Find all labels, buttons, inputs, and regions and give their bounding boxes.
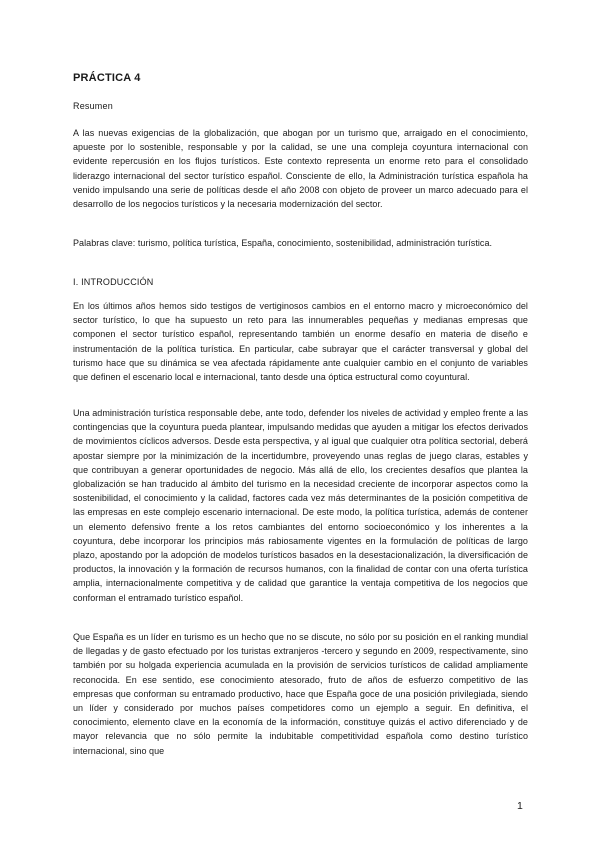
body-paragraph-1: En los últimos años hemos sido testigos de vertiginosos cambios en el entorno macro y microeconómico del sector turístico, lo que ha supuesto un reto para las innumerables pequeñas y medianas empresas que componen el sector turístico español, representando también un enorme desafío en materia de diseño e instrumentación de la política turística. En particular, cabe subrayar que el carácter transversal y global del turismo hace que su dinámica se vea afectada rápidamente ante cualquier cambio en el conjunto de variables que definen el escenario local e internacional, tanto desde una óptica estructural como coyuntural. <box>73 301 528 383</box>
page-number: 1 <box>517 800 523 812</box>
abstract-paragraph: A las nuevas exigencias de la globalización, que abogan por un turismo que, arraigado en el conocimiento, apueste por lo sostenible, responsable y por la calidad, se une una compleja coyuntura internacional con evidente repercusión en los flujos turísticos. Este contexto representa un enorme reto para el consolidado liderazgo internacional del sector turístico español. Consciente de ello, la Administración turística española ha venido impulsando una serie de políticas desde el año 2008 con objeto de proveer un marco adecuado para el desarrollo de los negocios turísticos y la necesaria modernización del sector. <box>73 128 528 210</box>
abstract-label: Resumen <box>73 101 113 111</box>
body-paragraph-2: Una administración turística responsable debe, ante todo, defender los niveles de actividad y empleo frente a las contingencias que la coyuntura pueda plantear, impulsando medidas que ayuden a mitigar los efectos derivados de movimientos cíclicos adversos. Desde esta perspectiva, y al igual que cualquier otra política sectorial, deberá apostar siempre por la minimización de la incertidumbre, proveyendo unas reglas de juego claras, estables y que contribuyan a generar oportunidades de negocio. Más allá de ello, los crecientes desafíos que plantea la globalización se han traducido al ámbito del turismo en la necesidad creciente de incorporar aspectos como la sostenibilidad, el conocimiento y la calidad, factores cada vez más determinantes de la posición competitiva de las empresas en este complejo escenario internacional. De este modo, la política turística, además de contener un elemento defensivo frente a los retos cambiantes del entorno socioeconómico y los inherentes a la coyuntura, debe incorporar los principios más rabiosamente vigentes en la formulación de políticas de largo plazo, apostando por la adopción de modelos turísticos basados en la desestacionalización, la diversificación de productos, la innovación y la formación de recursos humanos, con la finalidad de contar con una oferta turística amplia, internacionalmente competitiva y de calidad que garantice la ventaja competitiva de los negocios que conforman el entramado turístico español. <box>73 408 528 603</box>
body-paragraph-3: Que España es un líder en turismo es un hecho que no se discute, no sólo por su posición en el ranking mundial de llegadas y de gasto efectuado por los turistas extranjeros -tercero y segundo en 2009, respectivamente, sino también por su holgada experiencia acumulada en la provisión de servicios turísticos de calidad ampliamente reconocida. En ese sentido, ese conocimiento atesorado, fruto de años de esfuerzo competitivo de las empresas que conforman su entramado productivo, hace que España goce de una posición privilegiada, siendo un líder y considerado por muchos países competidores como un ejemplo a seguir. En definitiva, el conocimiento, elemento clave en la economía de la información, constituye quizás el activo diferenciado y de mayor relevancia que no sólo permite la indubitable competitividad española como destino turístico internacional, sino que <box>73 632 528 756</box>
section-heading: I. INTRODUCCIÓN <box>73 277 154 287</box>
document-title: PRÁCTICA 4 <box>73 72 141 84</box>
keywords-paragraph: Palabras clave: turismo, política turística, España, conocimiento, sostenibilidad, administración turística. <box>73 238 493 248</box>
